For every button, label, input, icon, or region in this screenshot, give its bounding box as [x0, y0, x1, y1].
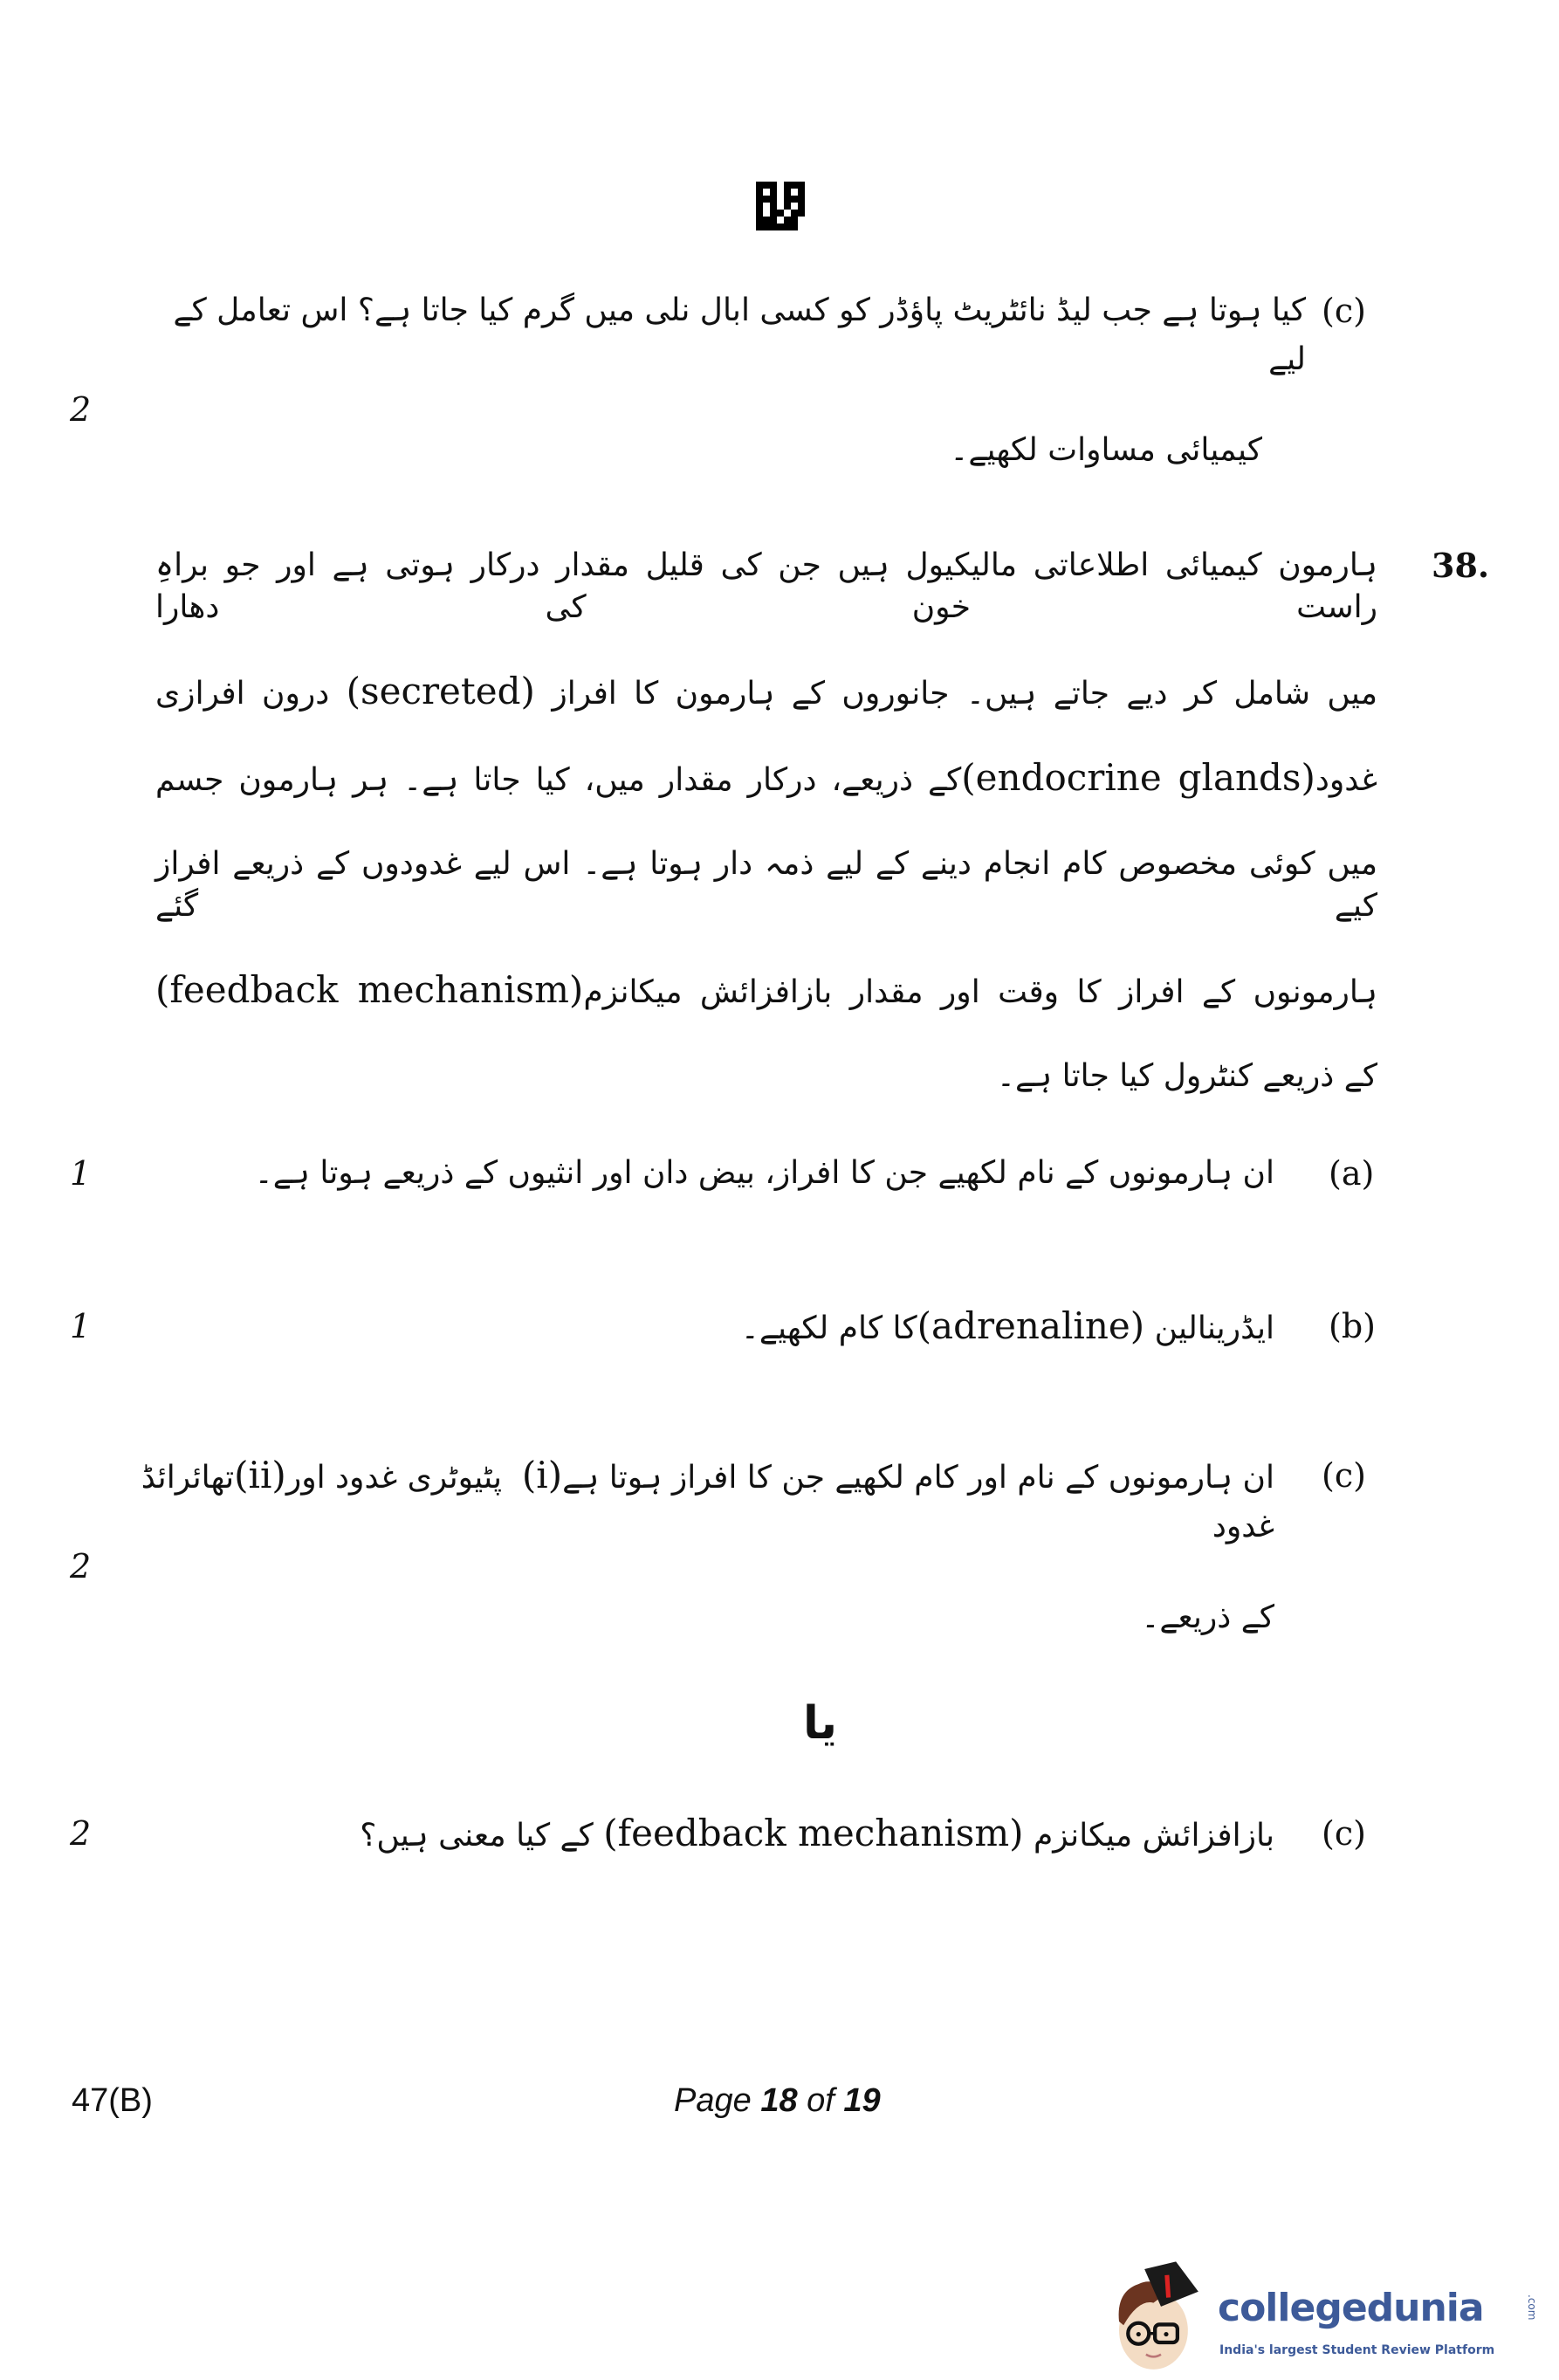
qr-module	[777, 182, 784, 189]
qr-module	[756, 210, 763, 217]
qr-module	[756, 217, 763, 224]
q38c-alt-label: (c)	[1322, 1814, 1366, 1853]
q38b-label: (b)	[1329, 1307, 1376, 1345]
q38-paragraph	[155, 545, 1377, 1097]
text: پٹیوٹری غدود اور	[285, 1460, 503, 1496]
q38-number: 38.	[1432, 546, 1490, 585]
qr-module	[756, 189, 763, 196]
text: ان ہارمونوں کے نام اور کام لکھیے جن کا افراز ہوتا ہے	[562, 1460, 1274, 1496]
qr-module	[791, 217, 798, 224]
english-term: (i)	[521, 1454, 563, 1496]
qr-module	[798, 224, 805, 230]
qr-module	[798, 203, 805, 210]
qr-module	[763, 189, 770, 196]
qr-module	[777, 210, 784, 217]
brand-name: collegedunia	[1218, 2286, 1484, 2330]
qr-module	[763, 210, 770, 217]
qr-code	[756, 182, 805, 230]
q38b-marks: 1	[70, 1307, 92, 1345]
page-prefix: Page	[674, 2082, 752, 2119]
qr-module	[770, 210, 777, 217]
q38a-label: (a)	[1329, 1154, 1375, 1193]
brand-tagline: India's largest Student Review Platform	[1219, 2343, 1495, 2357]
qr-module	[798, 210, 805, 217]
q38-para-line: کے ذریعے کنٹرول کیا جاتا ہے۔	[996, 1058, 1377, 1094]
qr-module	[798, 182, 805, 189]
english-term: (ii)	[234, 1454, 286, 1496]
qr-module	[756, 182, 763, 189]
qr-module	[763, 196, 770, 203]
q38-para-line: میں کوئی مخصوص کام انجام دینے کے لیے ذمہ دار ہوتا ہے۔ اس لیے غدودوں کے ذریعے افراز کیے گئے	[155, 846, 1377, 924]
brand-tld: .com	[1526, 2294, 1538, 2321]
q38-para-line: ہارمون کیمیائی اطلاعاتی مالیکیول ہیں جن کی قلیل مقدار درکار ہوتی ہے اور جو براہِ راست خون کی دھارا	[155, 547, 1377, 625]
english-term: (feedback mechanism)	[603, 1812, 1024, 1854]
q38c-text	[140, 1451, 1274, 1642]
qr-module	[770, 182, 777, 189]
qr-module	[763, 203, 770, 210]
qr-module	[770, 196, 777, 203]
text: کے کیا معنی ہیں؟	[360, 1818, 594, 1854]
qr-module	[791, 196, 798, 203]
collegedunia-logo	[1109, 2253, 1545, 2380]
qr-module	[784, 217, 791, 224]
english-term: (adrenaline)	[917, 1304, 1145, 1347]
q38-para-line	[155, 671, 1377, 757]
or-separator: یا	[803, 1697, 838, 1750]
q37c-line2: کیمیائی مساوات لکھیے۔	[950, 432, 1262, 468]
current-page: 18	[760, 2082, 798, 2119]
text: تھائرائڈ غدود	[141, 1460, 1274, 1544]
english-term: (endocrine glands)	[961, 756, 1315, 799]
qr-module	[791, 203, 798, 210]
qr-module	[784, 210, 791, 217]
q38-para-line	[155, 969, 1377, 1056]
q38c-line1	[140, 1451, 1274, 1593]
qr-module	[798, 189, 805, 196]
text: بازافزائش میکانزم	[1034, 1818, 1274, 1854]
qr-module	[777, 217, 784, 224]
text: درون افرازی	[155, 676, 330, 712]
q37c-line1: کیا ہوتا ہے جب لیڈ نائٹریٹ پاؤڈر کو کسی ابال نلی میں گرم کیا جاتا ہے؟ اس تعامل کے لیے	[173, 292, 1306, 377]
q38c-alt-marks: 2	[70, 1814, 92, 1853]
qr-module	[777, 203, 784, 210]
q38c-line2: کے ذریعے۔	[1141, 1599, 1274, 1635]
q38a-text: ان ہارمونوں کے نام لکھیے جن کا افراز، بیض دان اور انثیوں کے ذریعے ہوتا ہے۔	[254, 1155, 1274, 1191]
english-term: (feedback mechanism)	[155, 968, 584, 1011]
text: میں شامل کر دیے جاتے ہیں۔ جانوروں کے ہارمون کا افراز	[552, 676, 1377, 712]
qr-module	[784, 189, 791, 196]
q38a-marks: 1	[70, 1154, 92, 1193]
qr-module	[763, 224, 770, 230]
qr-module	[784, 224, 791, 230]
qr-module	[777, 224, 784, 230]
qr-module	[770, 224, 777, 230]
qr-module	[798, 196, 805, 203]
qr-module	[784, 203, 791, 210]
qr-module	[756, 196, 763, 203]
text: ہارمونوں کے افراز کا وقت اور مقدار بازافزائش میکانزم	[583, 974, 1377, 1010]
qr-module	[791, 189, 798, 196]
q37c-label: (c)	[1322, 292, 1366, 330]
qr-module	[763, 182, 770, 189]
q37c-marks: 2	[70, 390, 92, 429]
qr-module	[770, 203, 777, 210]
qr-module	[756, 203, 763, 210]
qr-module	[777, 189, 784, 196]
qr-module	[784, 196, 791, 203]
q38c-label: (c)	[1322, 1456, 1366, 1495]
q38c-marks: 2	[70, 1547, 92, 1586]
qr-module	[763, 217, 770, 224]
text: کا کام لکھیے۔	[740, 1310, 917, 1346]
qr-module	[756, 224, 763, 230]
text: کے ذریعے، درکار مقدار میں، کیا جاتا ہے۔ ہر ہارمون جسم	[155, 762, 962, 798]
total-pages: 19	[843, 2082, 881, 2119]
q38-para-line	[155, 757, 1377, 843]
text: ایڈرینالین	[1154, 1310, 1274, 1346]
qr-module	[791, 182, 798, 189]
qr-module	[770, 217, 777, 224]
page-number	[674, 2082, 881, 2120]
qr-module	[798, 217, 805, 224]
qr-module	[791, 210, 798, 217]
mascot-icon	[1109, 2253, 1213, 2380]
english-term: (secreted)	[346, 670, 535, 712]
text: غدود	[1315, 762, 1377, 798]
paper-code: 47(B)	[72, 2082, 153, 2119]
qr-module	[784, 182, 791, 189]
q38b-text	[741, 1302, 1274, 1353]
q38c-alt-text	[360, 1809, 1274, 1861]
page-of: of	[807, 2082, 834, 2119]
qr-module	[770, 189, 777, 196]
qr-module	[777, 196, 784, 203]
q37c-text	[171, 286, 1306, 475]
qr-module	[791, 224, 798, 230]
